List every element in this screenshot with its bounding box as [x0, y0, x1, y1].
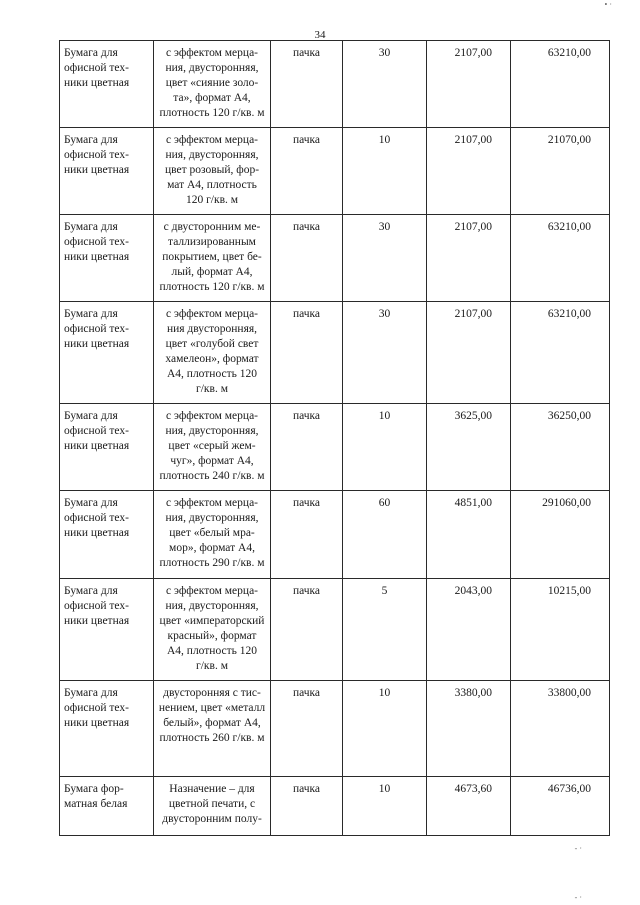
- item-quantity: 30: [343, 41, 427, 128]
- item-total: 63210,00: [511, 41, 610, 128]
- item-unit: пачка: [271, 215, 343, 302]
- item-name: Бумага для офисной тех- ники цветная: [60, 491, 154, 579]
- table-row: [60, 41, 610, 128]
- item-unit: пачка: [271, 404, 343, 491]
- item-name: Бумага для офисной тех- ники цветная: [60, 681, 154, 777]
- item-quantity: 30: [343, 302, 427, 404]
- item-unit: пачка: [271, 302, 343, 404]
- item-name: Бумага фор- матная белая: [60, 777, 154, 836]
- item-quantity: 5: [343, 579, 427, 681]
- item-description: Назначение – для цветной печати, с двусторонним полу-: [154, 777, 271, 836]
- table-row: [60, 491, 610, 579]
- item-name: Бумага для офисной тех- ники цветная: [60, 215, 154, 302]
- table-row: [60, 579, 610, 681]
- corner-mark-top: • ·: [604, 0, 612, 9]
- specification-table: [59, 40, 610, 836]
- corner-mark-bottom: - ·: [574, 893, 582, 902]
- item-unit: пачка: [271, 491, 343, 579]
- page-number: 34: [314, 29, 326, 41]
- item-name: Бумага для офисной тех- ники цветная: [60, 128, 154, 215]
- table-row: [60, 302, 610, 404]
- item-unit: пачка: [271, 41, 343, 128]
- item-name: Бумага для офисной тех- ники цветная: [60, 404, 154, 491]
- table-row: [60, 215, 610, 302]
- item-total: 10215,00: [511, 579, 610, 681]
- item-price: 3625,00: [427, 404, 511, 491]
- item-unit: пачка: [271, 579, 343, 681]
- item-total: 46736,00: [511, 777, 610, 836]
- item-unit: пачка: [271, 777, 343, 836]
- table-row: [60, 404, 610, 491]
- item-description: с эффектом мерца- ния, двусторонняя, цвет розовый, фор- мат А4, плотность 120 г/кв. м: [154, 128, 271, 215]
- item-description: с эффектом мерца- ния, двусторонняя, цвет «серый жем- чуг», формат А4, плотность 240 г/кв. м: [154, 404, 271, 491]
- table-row: [60, 128, 610, 215]
- item-description: с двусторонним ме- таллизированным покрытием, цвет бе- лый, формат А4, плотность 120 г/кв. м: [154, 215, 271, 302]
- item-description: с эффектом мерца- ния, двусторонняя, цвет «белый мра- мор», формат А4, плотность 290 г/кв. м: [154, 491, 271, 579]
- item-quantity: 30: [343, 215, 427, 302]
- item-total: 33800,00: [511, 681, 610, 777]
- item-price: 4673,60: [427, 777, 511, 836]
- item-price: 4851,00: [427, 491, 511, 579]
- item-price: 2107,00: [427, 41, 511, 128]
- item-total: 63210,00: [511, 215, 610, 302]
- item-name: Бумага для офисной тех- ники цветная: [60, 41, 154, 128]
- item-unit: пачка: [271, 681, 343, 777]
- item-total: 291060,00: [511, 491, 610, 579]
- item-price: 2043,00: [427, 579, 511, 681]
- item-price: 3380,00: [427, 681, 511, 777]
- table-row: [60, 681, 610, 777]
- item-price: 2107,00: [427, 128, 511, 215]
- table-row: [60, 777, 610, 836]
- item-quantity: 60: [343, 491, 427, 579]
- item-description: с эффектом мерца- ния двусторонняя, цвет «голубой свет хамелеон», формат А4, плотность 120 г/кв. м: [154, 302, 271, 404]
- item-total: 36250,00: [511, 404, 610, 491]
- corner-mark-mid: - ·: [574, 844, 582, 853]
- item-description: с эффектом мерца- ния, двусторонняя, цвет «императорский красный», формат А4, плотность 120 г/кв. м: [154, 579, 271, 681]
- item-price: 2107,00: [427, 215, 511, 302]
- item-unit: пачка: [271, 128, 343, 215]
- item-quantity: 10: [343, 128, 427, 215]
- item-total: 63210,00: [511, 302, 610, 404]
- item-description: с эффектом мерца- ния, двусторонняя, цвет «сияние золо- та», формат А4, плотность 120 г/кв. м: [154, 41, 271, 128]
- item-quantity: 10: [343, 404, 427, 491]
- item-name: Бумага для офисной тех- ники цветная: [60, 579, 154, 681]
- item-total: 21070,00: [511, 128, 610, 215]
- item-name: Бумага для офисной тех- ники цветная: [60, 302, 154, 404]
- item-description: двусторонняя с тис- нением, цвет «металл белый», формат А4, плотность 260 г/кв. м: [154, 681, 271, 777]
- item-quantity: 10: [343, 777, 427, 836]
- item-quantity: 10: [343, 681, 427, 777]
- item-price: 2107,00: [427, 302, 511, 404]
